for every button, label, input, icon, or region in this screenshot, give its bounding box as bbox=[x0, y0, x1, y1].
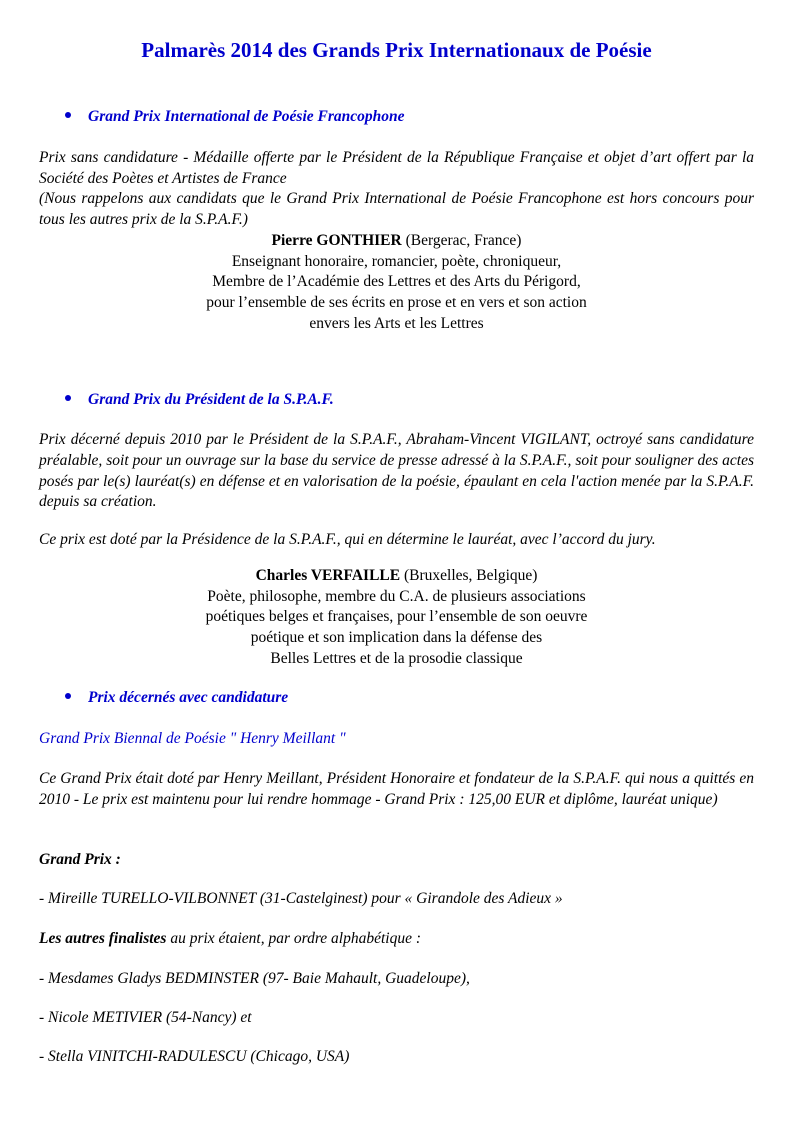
bullet-icon bbox=[65, 112, 71, 118]
section-heading-grand-prix-francophone bbox=[65, 108, 405, 126]
bullet-icon bbox=[65, 693, 71, 699]
laureate-place: (Bruxelles, Belgique) bbox=[400, 567, 538, 584]
finalist-item: - Stella VINITCHI-RADULESCU (Chicago, USA) bbox=[39, 1048, 350, 1065]
page-title: Palmarès 2014 des Grands Prix Internationaux de Poésie bbox=[141, 38, 652, 62]
laureate-description: Enseignant honoraire, romancier, poète, chroniqueur, bbox=[231, 253, 562, 270]
section-heading-label: Prix décernés avec candidature bbox=[88, 689, 289, 706]
finalist-item: - Nicole METIVIER (54-Nancy) et bbox=[39, 1009, 252, 1026]
section-heading-label: Grand Prix du Président de la S.P.A.F. bbox=[88, 391, 334, 408]
laureate-description: envers les Arts et les Lettres bbox=[309, 315, 484, 332]
paragraph: (Nous rappelons aux candidats que le Grand Prix International de Poésie Francophone est hors concours pour tous les autres prix de la S.P.A.F.) bbox=[39, 190, 754, 228]
paragraph: Prix sans candidature - Médaille offerte par le Président de la République Française et objet d’art offert par la Société des Poètes et Artistes de France bbox=[39, 149, 754, 187]
bullet-icon bbox=[65, 395, 71, 401]
subheading: Grand Prix Biennal de Poésie " Henry Meillant " bbox=[39, 730, 346, 747]
laureate-description: poétiques belges et françaises, pour l’ensemble de son oeuvre bbox=[205, 608, 588, 625]
paragraph: Ce Grand Prix était doté par Henry Meillant, Président Honoraire et fondateur de la S.P.A.F. qui nous a quittés en 2010 - Le prix est maintenu pour lui rendre hommage - Grand Prix : 125,00 EUR et diplôme, lauréat unique) bbox=[39, 770, 754, 808]
paragraph: Prix décerné depuis 2010 par le Président de la S.P.A.F., Abraham-Vincent VIGILANT, octroyé sans candidature préalable, soit pour un ouvrage sur la base du service de presse adressé à la S.P.A.F., soit pour souligner des actes posés par le(s) lauréat(s) en défense et en valorisation de la poésie, épaulant en cela l'action menée par la S.P.A.F. depuis sa création. bbox=[39, 431, 754, 511]
laureate-description: Membre de l’Académie des Lettres et des Arts du Périgord, bbox=[212, 273, 581, 290]
finalists-intro: Les autres finalistes au prix étaient, par ordre alphabétique : bbox=[39, 930, 422, 947]
section-heading-prix-candidature bbox=[65, 689, 288, 707]
finalist-item: - Mesdames Gladys BEDMINSTER (97- Baie Mahault, Guadeloupe), bbox=[39, 970, 470, 987]
laureate-place: (Bergerac, France) bbox=[401, 232, 522, 249]
section-heading-label: Grand Prix International de Poésie Francophone bbox=[88, 108, 405, 125]
winner-line: - Mireille TURELLO-VILBONNET (31-Castelginest) pour « Girandole des Adieux » bbox=[39, 890, 563, 907]
laureate-description: Poète, philosophe, membre du C.A. de plusieurs associations bbox=[207, 588, 586, 605]
grand-prix-label: Grand Prix : bbox=[39, 851, 121, 868]
laureate-description: poétique et son implication dans la défense des bbox=[250, 629, 543, 646]
laureate-description: Belles Lettres et de la prosodie classique bbox=[270, 650, 523, 667]
laureate-name: Charles VERFAILLE bbox=[255, 567, 401, 584]
laureate-description: pour l’ensemble de ses écrits en prose et en vers et son action bbox=[206, 294, 587, 311]
laureate-name: Pierre GONTHIER bbox=[271, 232, 402, 249]
laureate-line bbox=[39, 231, 754, 252]
section-heading-grand-prix-president bbox=[65, 391, 334, 409]
laureate-line bbox=[39, 566, 754, 587]
paragraph: Ce prix est doté par la Présidence de la S.P.A.F., qui en détermine le lauréat, avec l’accord du jury. bbox=[39, 531, 656, 548]
